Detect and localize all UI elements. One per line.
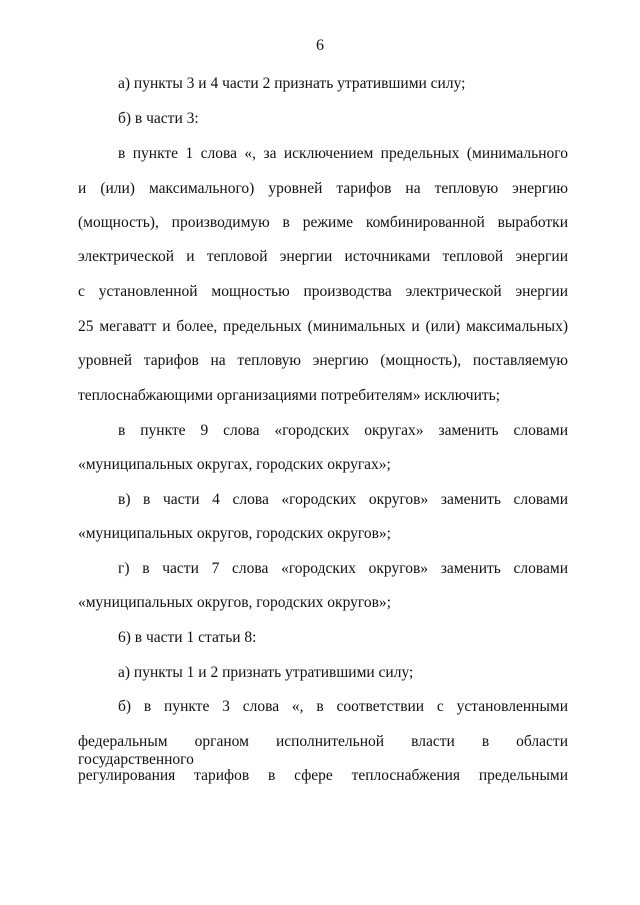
text-line: электрической и тепловой энергии источниками тепловой энергии: [78, 248, 568, 265]
text-line: теплоснабжающими организациями потребителям» исключить;: [78, 387, 501, 404]
text-line: 25 мегаватт и более, предельных (минимальных и (или) максимальных): [78, 318, 568, 335]
text-line: и (или) максимального) уровней тарифов на тепловую энергию: [78, 180, 568, 197]
text-line: б) в пункте 3 слова «, в соответствии с установленными: [118, 698, 568, 715]
text-line: г) в части 7 слова «городских округов» заменить словами: [118, 560, 568, 577]
page-number: 6: [316, 37, 324, 54]
text-line: «муниципальных округов, городских округов»;: [78, 594, 391, 611]
text-line: федеральным органом исполнительной власти в области государственного: [78, 733, 568, 768]
text-line: а) пункты 1 и 2 признать утратившими силу;: [118, 664, 414, 681]
text-line: регулирования тарифов в сфере теплоснабжения предельными: [78, 767, 568, 784]
text-line: б) в части 3:: [118, 110, 199, 127]
text-line: в) в части 4 слова «городских округов» заменить словами: [118, 491, 568, 508]
text-line: «муниципальных округов, городских округов»;: [78, 525, 391, 542]
text-line: а) пункты 3 и 4 части 2 признать утратившими силу;: [118, 75, 466, 92]
text-line: (мощность), производимую в режиме комбинированной выработки: [78, 214, 568, 231]
text-line: в пункте 1 слова «, за исключением предельных (минимального: [118, 145, 568, 162]
text-line: с установленной мощностью производства электрической энергии: [78, 283, 568, 300]
text-line: уровней тарифов на тепловую энергию (мощность), поставляемую: [78, 352, 568, 369]
text-line: «муниципальных округах, городских округах»;: [78, 456, 391, 473]
text-line: 6) в части 1 статьи 8:: [118, 629, 257, 646]
text-line: в пункте 9 слова «городских округах» заменить словами: [118, 422, 568, 439]
